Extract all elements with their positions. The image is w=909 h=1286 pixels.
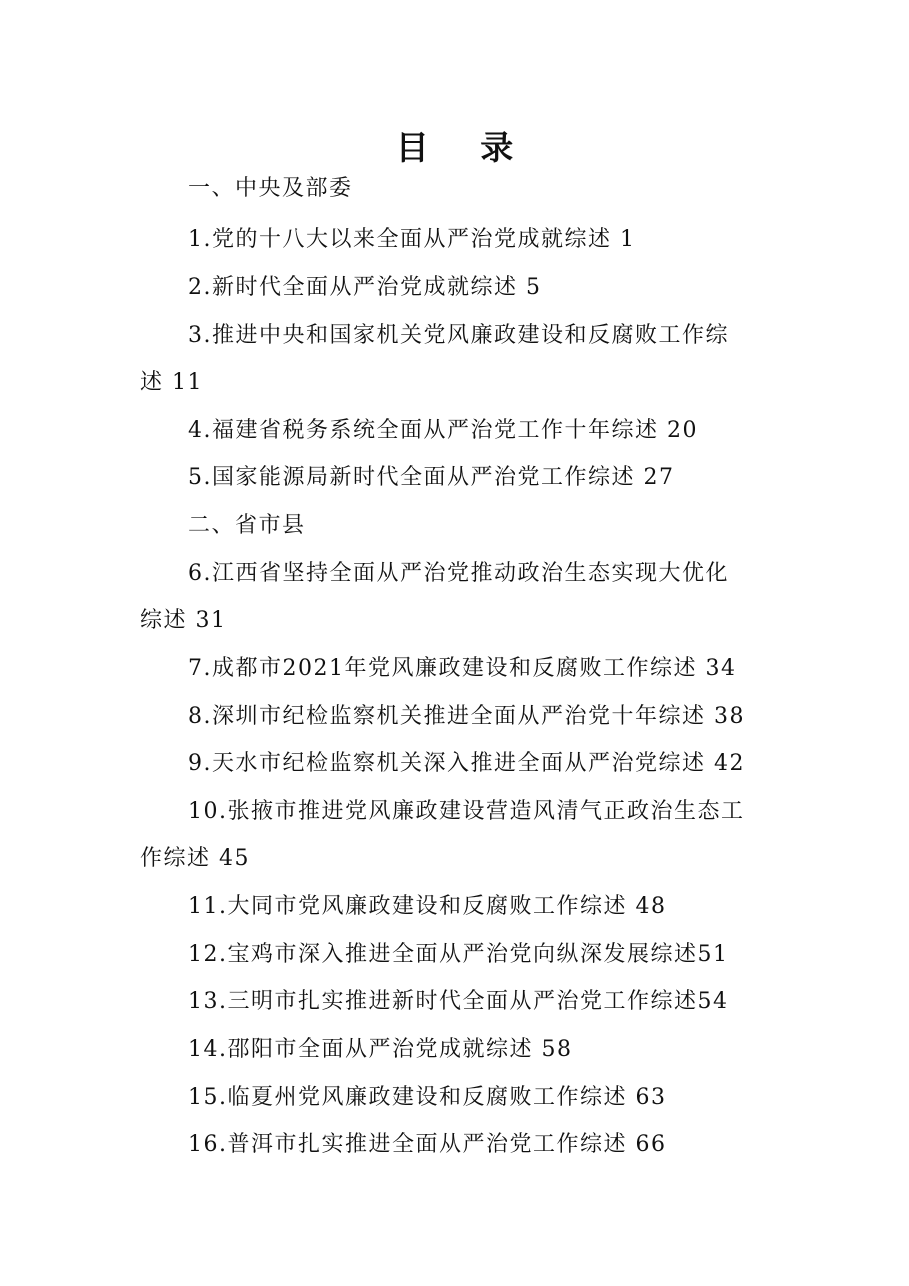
- section-heading-provincial: 二、省市县: [188, 513, 306, 538]
- toc-entry-15: 15.临夏州党风廉政建设和反腐败工作综述 63: [188, 1085, 667, 1110]
- toc-entry-8: 8.深圳市纪检监察机关推进全面从严治党十年综述 38: [188, 704, 745, 729]
- toc-entry-6: 6.江西省坚持全面从严治党推动政治生态实现大优化: [188, 561, 729, 586]
- toc-entry-14: 14.邵阳市全面从严治党成就综述 58: [188, 1037, 573, 1062]
- toc-entry-5: 5.国家能源局新时代全面从严治党工作综述 27: [188, 465, 675, 490]
- toc-entry-9: 9.天水市纪检监察机关深入推进全面从严治党综述 42: [188, 751, 745, 776]
- toc-entry-10: 10.张掖市推进党风廉政建设营造风清气正政治生态工: [188, 799, 745, 824]
- toc-entry-2: 2.新时代全面从严治党成就综述 5: [188, 275, 542, 300]
- toc-entry-12: 12.宝鸡市深入推进全面从严治党向纵深发展综述51: [188, 942, 729, 967]
- toc-entry-7: 7.成都市2021年党风廉政建设和反腐败工作综述 34: [188, 656, 737, 681]
- toc-entry-4: 4.福建省税务系统全面从严治党工作十年综述 20: [188, 418, 698, 443]
- toc-entry-3-continued: 述 11: [140, 370, 203, 395]
- toc-entry-13: 13.三明市扎实推进新时代全面从严治党工作综述54: [188, 989, 729, 1014]
- toc-entry-16: 16.普洱市扎实推进全面从严治党工作综述 66: [188, 1132, 667, 1157]
- toc-entry-11: 11.大同市党风廉政建设和反腐败工作综述 48: [188, 894, 667, 919]
- toc-entry-6-continued: 综述 31: [140, 608, 227, 633]
- page-title: 目 录: [395, 128, 534, 167]
- toc-entry-1: 1.党的十八大以来全面从严治党成就综述 1: [188, 227, 636, 252]
- toc-entry-3: 3.推进中央和国家机关党风廉政建设和反腐败工作综: [188, 323, 729, 348]
- section-heading-central: 一、中央及部委: [188, 176, 353, 201]
- toc-entry-10-continued: 作综述 45: [140, 846, 250, 871]
